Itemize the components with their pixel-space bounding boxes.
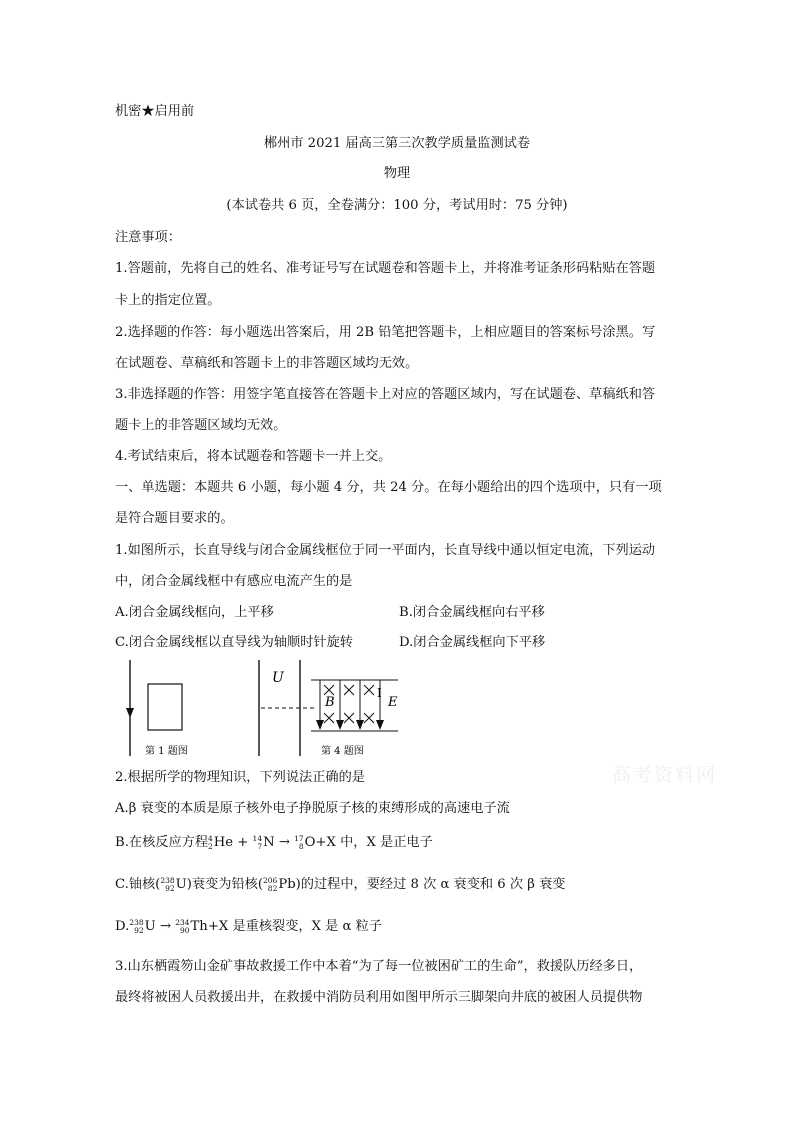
q1-stem-b: 中，闭合金属线框中有感应电流产生的是 — [115, 574, 353, 589]
q1-option-b: B.闭合金属线框向右平移 — [399, 605, 545, 620]
watermark: 高考资料网 — [612, 764, 718, 786]
label-u: U — [272, 670, 284, 686]
note-4: 4.考试结束后，将本试题卷和答题卡一并上交。 — [115, 449, 392, 464]
q1-option-a: A.闭合金属线框向，上平移 — [115, 605, 274, 620]
q2-option-b: B.在核反应方程 4 2 He + 14 7 N → 17 8 O+X 中，X 是正电子 — [115, 833, 433, 851]
label-i: I — [377, 686, 382, 700]
q1-option-d: D.闭合金属线框向下平移 — [399, 635, 546, 650]
fig4-caption: 第 4 题图 — [321, 746, 364, 757]
exam-title: 郴州市 2021 届高三第三次教学质量监测试卷 — [263, 136, 531, 151]
exam-info: (本试卷共 6 页，全卷满分：100 分，考试用时：75 分钟) — [226, 198, 568, 213]
q3-stem-a: 3.山东栖霞笏山金矿事故救援工作中本着“为了每一位被困矿工的生命”，救援队历经多日， — [115, 959, 643, 974]
subject-title: 物理 — [383, 166, 411, 181]
q2-option-a: A.β 衰变的本质是原子核外电子挣脱原子核的束缚形成的高速电子流 — [115, 801, 510, 816]
metal-frame — [148, 684, 182, 730]
note-3a: 3.非选择题的作答：用签字笔直接答在答题卡上对应的答题区域内，写在试题卷、草稿纸和答 — [115, 387, 656, 402]
q1-stem-a: 1.如图所示，长直导线与闭合金属线框位于同一平面内，长直导线中通以恒定电流，下列运动 — [115, 543, 656, 558]
q3-stem-b: 最终将被困人员救援出井，在救援中消防员利用如图甲所示三脚架向井底的被困人员提供物 — [115, 990, 643, 1005]
note-1a: 1.答题前，先将自己的姓名、准考证号写在试题卷和答题卡上，并将准考证条形码粘贴在答题 — [115, 261, 656, 276]
label-b: B — [325, 695, 335, 710]
note-1b: 卡上的指定位置。 — [115, 293, 221, 308]
q2-stem: 2.根据所学的物理知识，下列说法正确的是 — [115, 770, 365, 785]
fig1-caption: 第 1 题图 — [145, 746, 188, 757]
note-2b: 在试题卷、草稿纸和答题卡上的非答题区域均无效。 — [115, 356, 419, 371]
label-e: E — [388, 695, 398, 710]
q2-option-c: C.铀核( 238 92 U)衰变为铅核( 206 82 Pb)的过程中，要经过 8 次 α 衰变和 6 次 β 衰变 — [115, 875, 566, 893]
current-arrow-icon — [126, 708, 134, 718]
section1-heading-a: 一、单选题：本题共 6 小题，每小题 4 分，共 24 分。在每小题给出的四个选项中，只有一项 — [115, 480, 662, 495]
note-3b: 题卡上的非答题区域均无效。 — [115, 418, 287, 433]
note-2a: 2.选择题的作答：每小题选出答案后，用 2B 铅笔把答题卡，上相应题目的答案标号涂黑。写 — [115, 325, 656, 340]
q1-option-c: C.闭合金属线框以直导线为轴顺时针旋转 — [115, 635, 353, 650]
section1-heading-b: 是符合题目要求的。 — [115, 511, 234, 526]
q2-option-d: D. 238 92 U → 234 90 Th+X 是重核裂变，X 是 α 粒子 — [115, 917, 382, 935]
figures-1-and-4 — [115, 658, 415, 760]
confidential-label: 机密★启用前 — [115, 104, 195, 119]
notes-heading: 注意事项： — [115, 230, 181, 245]
